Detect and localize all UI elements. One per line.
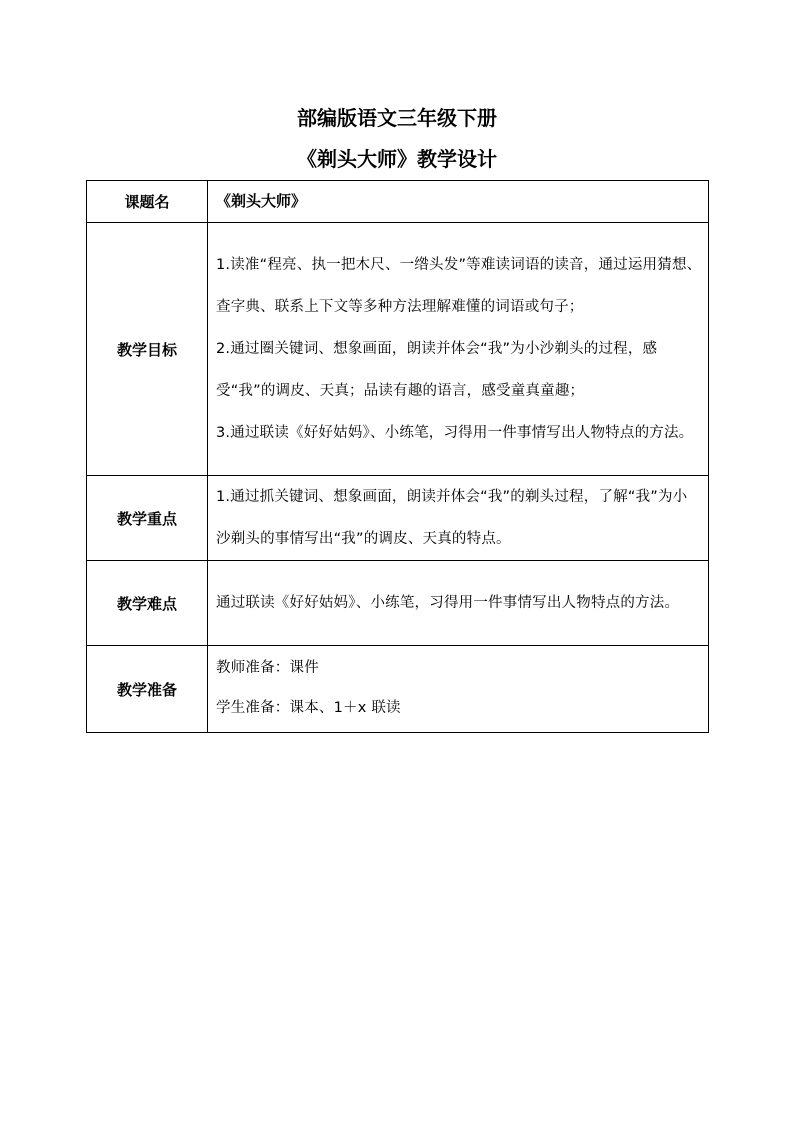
difficulties-content: [208, 561, 709, 646]
lesson-plan-table: [86, 180, 709, 733]
preparation-label: 教学准备: [87, 646, 208, 733]
objective-item-2: 2.通过圈关键词、想象画面，朗读并体会“我”为小沙剃头的过程，感受“我”的调皮、天真；品读有趣的语言，感受童真童趣；: [216, 341, 658, 399]
preparation-item-teacher: 教师准备：课件: [216, 660, 319, 676]
key-points-label: 教学重点: [87, 476, 208, 561]
topic-value: 《剃头大师》: [216, 192, 307, 210]
difficulty-item-1: 通过联读《好好姑妈》、小练笔，习得用一件事情写出人物特点的方法。: [216, 595, 680, 611]
key-point-item-1: 1.通过抓关键词、想象画面，朗读并体会“我”的剃头过程，了解“我”为小沙剃头的事情写出“我”的调皮、天真的特点。: [216, 489, 688, 547]
preparation-content: [208, 646, 709, 733]
table-row-key-points: [87, 476, 709, 561]
document-subtitle: 《剃头大师》教学设计: [297, 147, 497, 171]
table-row-preparation: [87, 646, 709, 733]
objectives-label: 教学目标: [87, 223, 208, 476]
table-row-difficulties: [87, 561, 709, 646]
objective-item-3: 3.通过联读《好好姑妈》、小练笔，习得用一件事情写出人物特点的方法。: [216, 425, 694, 441]
key-points-content: [208, 476, 709, 561]
table-row-topic: [87, 181, 709, 223]
table-row-objectives: [87, 223, 709, 476]
document-title: 部编版语文三年级下册: [297, 106, 497, 130]
objectives-content: [208, 223, 709, 476]
topic-value-cell: [208, 181, 709, 223]
objective-item-1: 1.读准“程亮、执一把木尺、一绺头发”等难读词语的读音，通过运用猜想、查字典、联系上下文等多种方法理解难懂的词语或句子；: [216, 257, 702, 315]
preparation-item-student: 学生准备：课本、1＋x 联读: [216, 700, 401, 716]
topic-label: 课题名: [87, 181, 208, 223]
difficulties-label: 教学难点: [87, 561, 208, 646]
